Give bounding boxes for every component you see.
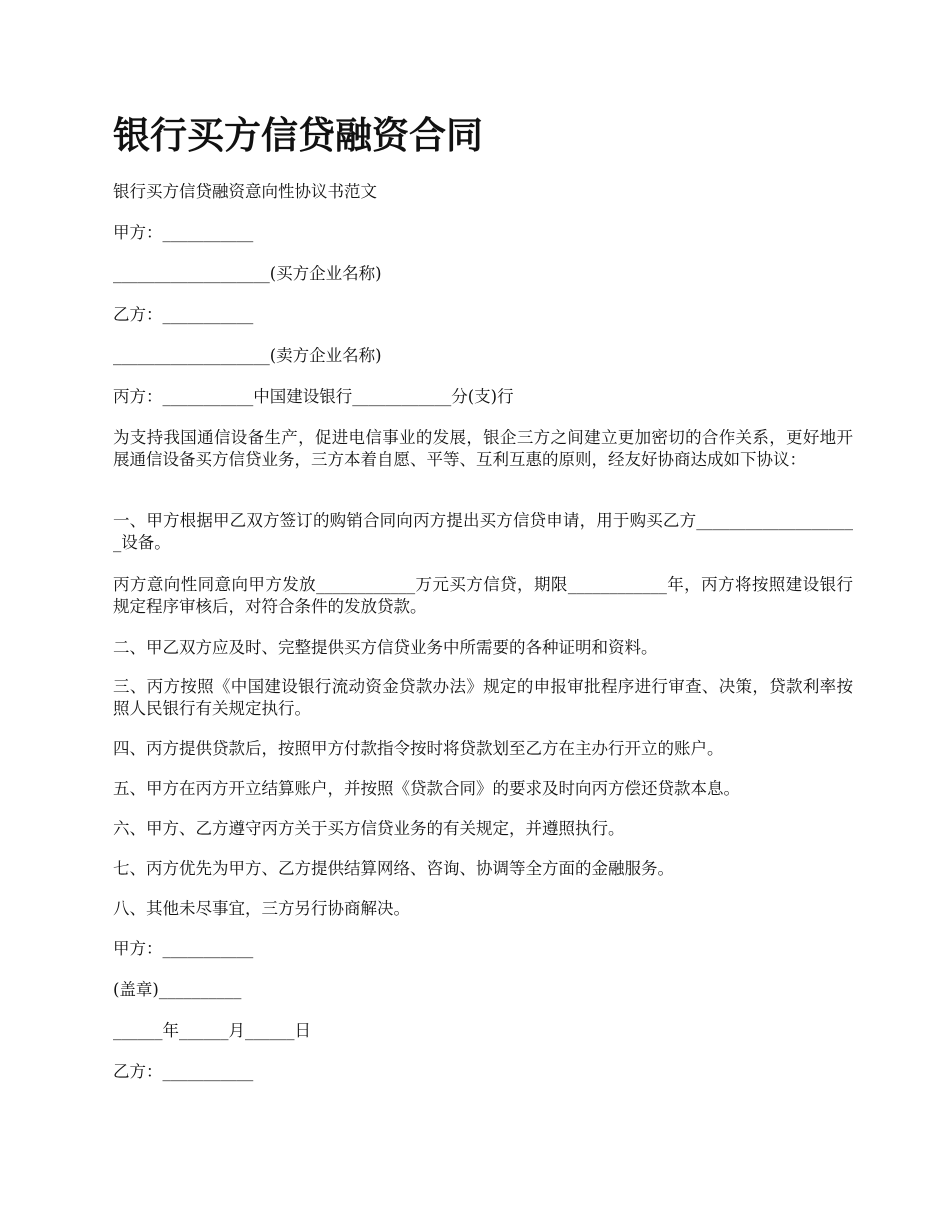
party-a-line: 甲方：___________ [113,223,254,242]
party-c-line: 丙方：___________中国建设银行____________分(支)行 [113,387,514,406]
document-title: 银行买方信贷融资合同 [113,113,483,157]
clause-6: 六、甲方、乙方遵守丙方关于买方信贷业务的有关规定，并遵照执行。 [113,819,625,838]
clause-3: 三、丙方按照《中国建设银行流动资金贷款办法》规定的申报审批程序进行审查、决策，贷款利率按照人民银行有关规定执行。 [113,677,853,718]
clause-5: 五、甲方在丙方开立结算账户，并按照《贷款合同》的要求及时向丙方偿还贷款本息。 [113,779,740,798]
clause-1: 一、甲方根据甲乙双方签订的购销合同向丙方提出买方信贷申请，用于购买乙方____________________设备。 [113,511,853,552]
clause-7: 七、丙方优先为甲方、乙方提供结算网络、咨询、协调等全方面的金融服务。 [113,859,674,878]
party-b-line: 乙方：___________ [113,305,254,324]
clause-2: 二、甲乙双方应及时、完整提供买方信贷业务中所需要的各种证明和资料。 [113,638,658,657]
seller-name-line: ___________________(卖方企业名称) [113,346,382,365]
signature-seal: (盖章)__________ [113,980,242,999]
signature-party-a: 甲方：___________ [113,939,254,958]
signature-party-b: 乙方：___________ [113,1062,254,1081]
clause-8: 八、其他未尽事宜，三方另行协商解决。 [113,899,410,918]
subtitle: 银行买方信贷融资意向性协议书范文 [113,182,377,201]
signature-date: ______年______月______日 [113,1021,311,1040]
clause-1-continued: 丙方意向性同意向甲方发放____________万元买方信贷，期限____________年，丙方将按照建设银行规定程序审核后，对符合条件的发放贷款。 [113,575,853,616]
intro-paragraph: 为支持我国通信设备生产，促进电信事业的发展，银企三方之间建立更加密切的合作关系，更好地开展通信设备买方信贷业务，三方本着自愿、平等、互利互惠的原则，经友好协商达成如下协议： [113,428,853,469]
buyer-name-line: ___________________(买方企业名称) [113,264,382,283]
clause-4: 四、丙方提供贷款后，按照甲方付款指令按时将贷款划至乙方在主办行开立的账户。 [113,739,724,758]
